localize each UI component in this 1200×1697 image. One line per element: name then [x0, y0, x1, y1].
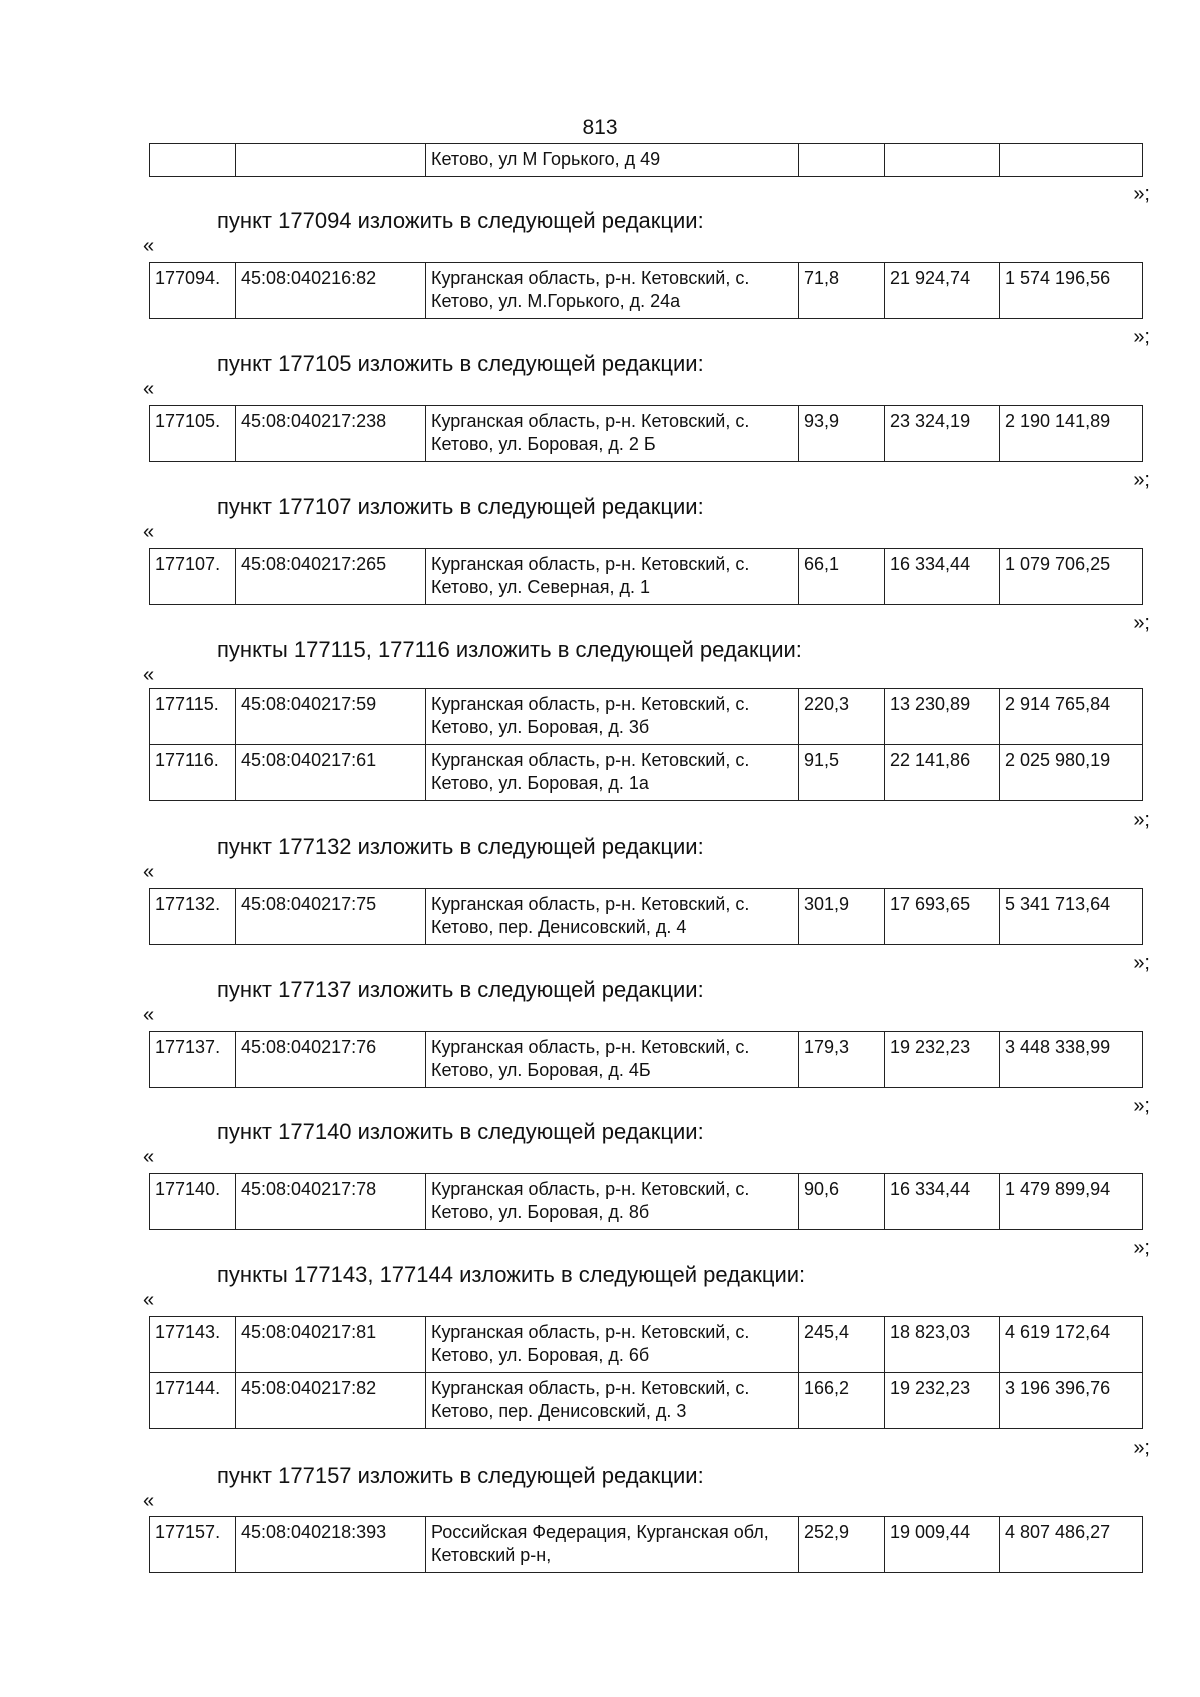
cell-cadastral: 45:08:040217:61	[236, 745, 426, 801]
cell-value: 5 341 713,64	[1000, 889, 1143, 945]
cell-cadastral: 45:08:040217:81	[236, 1317, 426, 1373]
cell-address: Курганская область, р-н. Кетовский, с. Кетово, ул. Боровая, д. 1а	[426, 745, 799, 801]
cell-value	[1000, 144, 1143, 177]
cell-rate: 16 334,44	[885, 1174, 1000, 1230]
cell-value: 1 574 196,56	[1000, 263, 1143, 319]
cell-number: 177094.	[150, 263, 236, 319]
cell-number: 177144.	[150, 1373, 236, 1429]
cell-rate: 21 924,74	[885, 263, 1000, 319]
table-row	[150, 1373, 1143, 1429]
opening-quote: «	[143, 1146, 155, 1168]
amendment-heading: пункт 177094 изложить в следующей редакции:	[217, 208, 704, 233]
cell-cadastral	[236, 144, 426, 177]
cell-cadastral: 45:08:040217:59	[236, 689, 426, 745]
cell-area: 91,5	[799, 745, 885, 801]
cell-number: 177137.	[150, 1032, 236, 1088]
opening-quote: «	[143, 378, 155, 400]
cell-value: 4 807 486,27	[1000, 1517, 1143, 1573]
closing-quote: »;	[1133, 326, 1150, 348]
cell-area	[799, 144, 885, 177]
opening-quote: «	[143, 1289, 155, 1311]
amendment-heading: пункт 177107 изложить в следующей редакции:	[217, 494, 704, 519]
cell-cadastral: 45:08:040217:265	[236, 549, 426, 605]
cell-number	[150, 144, 236, 177]
property-table	[149, 405, 1143, 462]
cell-cadastral: 45:08:040217:238	[236, 406, 426, 462]
cell-area: 252,9	[799, 1517, 885, 1573]
cell-value: 2 914 765,84	[1000, 689, 1143, 745]
cell-rate: 17 693,65	[885, 889, 1000, 945]
continuation-table	[149, 143, 1143, 177]
cell-value: 1 479 899,94	[1000, 1174, 1143, 1230]
cell-address: Курганская область, р-н. Кетовский, с. Кетово, ул. Боровая, д. 3б	[426, 689, 799, 745]
cell-number: 177157.	[150, 1517, 236, 1573]
property-table	[149, 888, 1143, 945]
cell-rate: 19 232,23	[885, 1032, 1000, 1088]
cell-address: Курганская область, р-н. Кетовский, с. Кетово, ул. Боровая, д. 8б	[426, 1174, 799, 1230]
cell-value: 1 079 706,25	[1000, 549, 1143, 605]
cell-area: 90,6	[799, 1174, 885, 1230]
opening-quote: «	[143, 664, 155, 686]
cell-address: Курганская область, р-н. Кетовский, с. Кетово, ул. Боровая, д. 4Б	[426, 1032, 799, 1088]
table-row	[150, 144, 1143, 177]
cell-rate	[885, 144, 1000, 177]
amendment-heading: пункт 177137 изложить в следующей редакции:	[217, 977, 704, 1002]
cell-address: Курганская область, р-н. Кетовский, с. Кетово, ул. Боровая, д. 6б	[426, 1317, 799, 1373]
property-table	[149, 1516, 1143, 1573]
cell-number: 177105.	[150, 406, 236, 462]
property-table	[149, 688, 1143, 801]
cell-address: Российская Федерация, Курганская обл, Кетовский р-н,	[426, 1517, 799, 1573]
amendment-heading: пункт 177157 изложить в следующей редакции:	[217, 1463, 704, 1488]
cell-value: 2 025 980,19	[1000, 745, 1143, 801]
table-row	[150, 1517, 1143, 1573]
cell-cadastral: 45:08:040217:76	[236, 1032, 426, 1088]
cell-rate: 16 334,44	[885, 549, 1000, 605]
closing-quote: »;	[1133, 1095, 1150, 1117]
closing-quote: »;	[1133, 809, 1150, 831]
table-row	[150, 1032, 1143, 1088]
cell-address: Курганская область, р-н. Кетовский, с. Кетово, ул. Боровая, д. 2 Б	[426, 406, 799, 462]
cell-address: Кетово, ул М Горького, д 49	[426, 144, 799, 177]
table-row	[150, 1174, 1143, 1230]
cell-rate: 18 823,03	[885, 1317, 1000, 1373]
amendment-heading: пункт 177140 изложить в следующей редакции:	[217, 1119, 704, 1144]
table-row	[150, 689, 1143, 745]
table-row	[150, 889, 1143, 945]
opening-quote: «	[143, 1490, 155, 1512]
cell-number: 177107.	[150, 549, 236, 605]
cell-area: 220,3	[799, 689, 885, 745]
property-table	[149, 1031, 1143, 1088]
cell-area: 179,3	[799, 1032, 885, 1088]
cell-address: Курганская область, р-н. Кетовский, с. Кетово, ул. Северная, д. 1	[426, 549, 799, 605]
table-row	[150, 406, 1143, 462]
cell-rate: 19 232,23	[885, 1373, 1000, 1429]
page-number: 813	[582, 116, 618, 139]
cell-area: 71,8	[799, 263, 885, 319]
cell-value: 4 619 172,64	[1000, 1317, 1143, 1373]
cell-address: Курганская область, р-н. Кетовский, с. Кетово, пер. Денисовский, д. 3	[426, 1373, 799, 1429]
amendment-heading: пункт 177105 изложить в следующей редакции:	[217, 351, 704, 376]
cell-number: 177143.	[150, 1317, 236, 1373]
opening-quote: «	[143, 1004, 155, 1026]
cell-number: 177115.	[150, 689, 236, 745]
amendment-heading: пункт 177132 изложить в следующей редакции:	[217, 834, 704, 859]
cell-rate: 23 324,19	[885, 406, 1000, 462]
cell-rate: 19 009,44	[885, 1517, 1000, 1573]
closing-quote: »;	[1133, 612, 1150, 634]
cell-cadastral: 45:08:040217:78	[236, 1174, 426, 1230]
cell-area: 245,4	[799, 1317, 885, 1373]
cell-rate: 22 141,86	[885, 745, 1000, 801]
table-row	[150, 263, 1143, 319]
cell-address: Курганская область, р-н. Кетовский, с. Кетово, ул. М.Горького, д. 24а	[426, 263, 799, 319]
amendment-heading: пункты 177115, 177116 изложить в следующей редакции:	[217, 637, 802, 662]
amendment-heading: пункты 177143, 177144 изложить в следующей редакции:	[217, 1262, 806, 1287]
opening-quote: «	[143, 235, 155, 257]
cell-area: 301,9	[799, 889, 885, 945]
table-row	[150, 549, 1143, 605]
cell-address: Курганская область, р-н. Кетовский, с. Кетово, пер. Денисовский, д. 4	[426, 889, 799, 945]
property-table	[149, 1173, 1143, 1230]
opening-quote: «	[143, 861, 155, 883]
cell-cadastral: 45:08:040217:82	[236, 1373, 426, 1429]
table-row	[150, 745, 1143, 801]
cell-number: 177116.	[150, 745, 236, 801]
cell-number: 177140.	[150, 1174, 236, 1230]
cell-value: 3 196 396,76	[1000, 1373, 1143, 1429]
closing-quote: »;	[1133, 952, 1150, 974]
cell-value: 2 190 141,89	[1000, 406, 1143, 462]
property-table	[149, 262, 1143, 319]
cell-area: 66,1	[799, 549, 885, 605]
cell-cadastral: 45:08:040216:82	[236, 263, 426, 319]
table-row	[150, 1317, 1143, 1373]
closing-quote: »;	[1133, 1237, 1150, 1259]
property-table	[149, 548, 1143, 605]
cell-value: 3 448 338,99	[1000, 1032, 1143, 1088]
closing-quote: »;	[1133, 183, 1150, 205]
closing-quote: »;	[1133, 1437, 1150, 1459]
cell-area: 93,9	[799, 406, 885, 462]
opening-quote: «	[143, 521, 155, 543]
closing-quote: »;	[1133, 469, 1150, 491]
property-table	[149, 1316, 1143, 1429]
cell-number: 177132.	[150, 889, 236, 945]
cell-cadastral: 45:08:040218:393	[236, 1517, 426, 1573]
cell-rate: 13 230,89	[885, 689, 1000, 745]
cell-area: 166,2	[799, 1373, 885, 1429]
cell-cadastral: 45:08:040217:75	[236, 889, 426, 945]
